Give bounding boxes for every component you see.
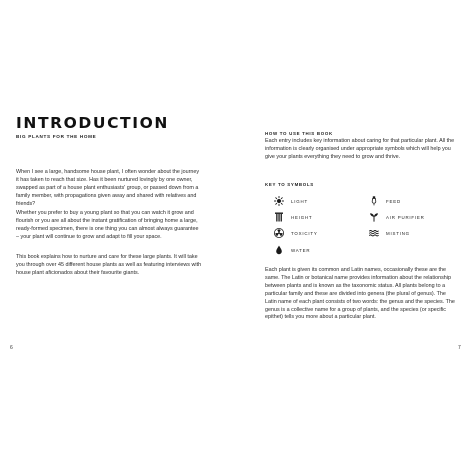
symbol-label-feed: FEED	[386, 198, 401, 204]
right-page	[236, 0, 472, 472]
symbol-toxicity	[274, 228, 318, 238]
intro-paragraph-3: This book explains how to nurture and care for these large plants. It will take you through over 45 different house plants as well as featuring interviews with house plant aficionados about their favourite giants.	[16, 254, 202, 276]
symbol-water	[274, 245, 310, 255]
page-subtitle: BIG PLANTS FOR THE HOME	[16, 134, 97, 139]
how-to-heading: HOW TO USE THIS BOOK	[265, 131, 333, 136]
page-number-left: 6	[10, 345, 13, 351]
sprout-icon	[369, 212, 379, 222]
page-number-right: 7	[458, 345, 461, 351]
symbol-air-purifier	[369, 212, 425, 222]
key-to-symbols-heading: KEY TO SYMBOLS	[265, 182, 314, 187]
symbol-light	[274, 196, 308, 206]
symbol-label-misting: MISTING	[386, 230, 410, 236]
symbol-label-air-purifier: AIR PURIFIER	[386, 214, 425, 220]
symbol-feed	[369, 196, 401, 206]
symbol-label-height: HEIGHT	[291, 214, 313, 220]
symbol-misting	[369, 228, 410, 238]
plant-names-paragraph: Each plant is given its common and Latin names, occasionally these are the same. The Latin or botanical name provides information about the relationship between plants and is known as the taxonomic status. All plants belong to a particular family and these are divided into genera (the plural of genus). The Latin name of each plant consists of two words: the genus and the species. The genus is a collective name for a group of plants, and the species (or specific epithet) tells you more about a particular plant.	[265, 267, 455, 321]
symbol-label-light: LIGHT	[291, 198, 308, 204]
height-icon	[274, 212, 284, 222]
feed-bulb-icon	[369, 196, 379, 206]
symbol-label-water: WATER	[291, 247, 311, 253]
intro-paragraph-1: When I see a large, handsome house plant, I often wonder about the journey it has taken to reach that size. Has it been nurtured lovingly by one owner, swapped as part of a house plant enthusiasts' group, or passed down from a family member, with propagations given away and shared with relatives and friends?	[16, 169, 200, 207]
symbol-height	[274, 212, 312, 222]
page-title: INTRODUCTION	[16, 114, 169, 132]
radiation-icon	[274, 228, 284, 238]
symbol-label-toxicity: TOXICITY	[291, 230, 318, 236]
how-to-paragraph: Each entry includes key information about caring for that particular plant. All the information is clearly organised under appropriate symbols which will help you give your plants everything they need to grow and thrive.	[265, 138, 455, 160]
intro-paragraph-2: Whether you prefer to buy a young plant so that you can watch it grow and flourish or you are all about the instant gratification of bringing home a large, ready-formed specimen, there is one thing you can almost always guarantee – your plant will continue to grow and adapt to fill your space.	[16, 210, 199, 240]
sun-icon	[274, 196, 284, 206]
water-drop-icon	[274, 245, 284, 255]
mist-waves-icon	[369, 228, 379, 238]
